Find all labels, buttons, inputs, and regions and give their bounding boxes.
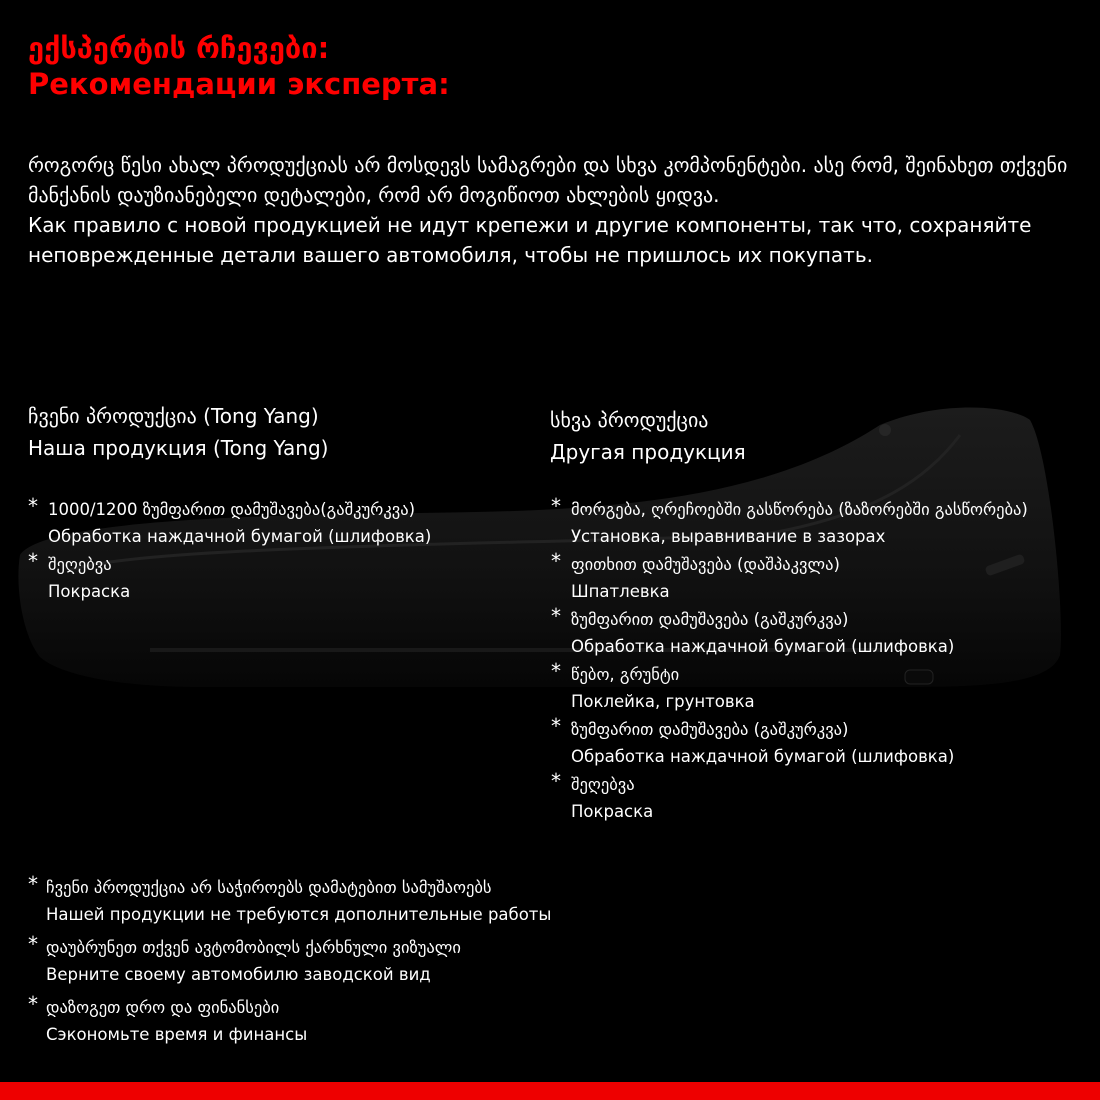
benefit-georgian: დაუბრუნეთ თქვენ ავტომობილს ქარხნული ვიზუალი bbox=[46, 938, 461, 957]
bullet-star: * bbox=[28, 992, 38, 1016]
bullet-star: * bbox=[28, 549, 38, 573]
bullet-star: * bbox=[551, 714, 561, 738]
list-item-georgian: ზუმფარით დამუშავება (გაშკურკვა) bbox=[571, 720, 849, 739]
our-product-heading-russian: Наша продукция (Tong Yang) bbox=[28, 436, 329, 460]
benefit-russian: Сэкономьте время и финансы bbox=[46, 1025, 308, 1044]
intro-georgian: როგორც წესი ახალ პროდუქციას არ მოსდევს სამაგრები და სხვა კომპონენტები. ასე რომ, შეინახეთ თქვენი მანქანის დაუზიანებელი დეტალები, რომ არ მოგიწიოთ ახლების ყიდვა. bbox=[28, 153, 1068, 207]
list-item-georgian: ფითხით დამუშავება (დაშპაკვლა) bbox=[571, 555, 840, 574]
list-item-russian: Покраска bbox=[571, 802, 654, 821]
list-item bbox=[28, 874, 551, 934]
list-item bbox=[28, 496, 431, 551]
bullet-star: * bbox=[551, 494, 561, 518]
list-item-russian: Установка, выравнивание в зазорах bbox=[571, 527, 886, 546]
list-item-georgian: ზუმფარით დამუშავება (გაშკურკვა) bbox=[571, 610, 849, 629]
list-item bbox=[551, 551, 1028, 606]
benefit-georgian: დაზოგეთ დრო და ფინანსები bbox=[46, 998, 280, 1017]
list-item-russian: Обработка наждачной бумагой (шлифовка) bbox=[571, 747, 955, 766]
list-item bbox=[551, 606, 1028, 661]
benefits-list bbox=[28, 874, 551, 1054]
list-item-georgian: მორგება, ღრეჩოებში გასწორება (ზაზორებში გასწორება) bbox=[571, 500, 1028, 519]
other-product-list bbox=[551, 496, 1028, 826]
bullet-star: * bbox=[551, 549, 561, 573]
bullet-star: * bbox=[551, 604, 561, 628]
bullet-star: * bbox=[28, 932, 38, 956]
list-item bbox=[551, 716, 1028, 771]
list-item bbox=[28, 551, 431, 606]
other-product-heading-russian: Другая продукция bbox=[550, 440, 746, 464]
bullet-star: * bbox=[551, 769, 561, 793]
title-russian: Рекомендации эксперта: bbox=[28, 67, 450, 101]
other-product-heading-georgian: სხვა პროდუქცია bbox=[550, 408, 709, 432]
intro-russian: Как правило с новой продукцией не идут крепежи и другие компоненты, так что, сохраняйте неповрежденные детали вашего автомобиля, чтобы не пришлось их покупать. bbox=[28, 213, 1032, 267]
list-item-georgian: შეღებვა bbox=[571, 775, 635, 794]
list-item bbox=[28, 934, 551, 994]
list-item-georgian: შეღებვა bbox=[48, 555, 112, 574]
list-item bbox=[551, 771, 1028, 826]
benefit-georgian: ჩვენი პროდუქცია არ საჭიროებს დამატებით სამუშაოებს bbox=[46, 878, 492, 897]
list-item-russian: Обработка наждачной бумагой (шлифовка) bbox=[571, 637, 955, 656]
list-item bbox=[551, 496, 1028, 551]
our-product-heading-georgian: ჩვენი პროდუქცია (Tong Yang) bbox=[28, 404, 319, 428]
other-product-heading bbox=[550, 404, 746, 468]
our-product-heading bbox=[28, 400, 328, 464]
title-georgian: ექსპერტის რჩევები: bbox=[28, 31, 330, 65]
list-item-georgian: წებო, გრუნტი bbox=[571, 665, 680, 684]
intro-text bbox=[28, 150, 1068, 270]
list-item-russian: Шпатлевка bbox=[571, 582, 670, 601]
benefit-russian: Верните своему автомобилю заводской вид bbox=[46, 965, 431, 984]
list-item-russian: Обработка наждачной бумагой (шлифовка) bbox=[48, 527, 432, 546]
list-item bbox=[551, 661, 1028, 716]
bullet-star: * bbox=[28, 494, 38, 518]
list-item-russian: Поклейка, грунтовка bbox=[571, 692, 755, 711]
bullet-star: * bbox=[551, 659, 561, 683]
list-item bbox=[28, 994, 551, 1054]
bottom-red-bar bbox=[0, 1082, 1100, 1100]
mount-hole bbox=[879, 424, 891, 436]
bullet-star: * bbox=[28, 872, 38, 896]
page-title bbox=[28, 30, 450, 102]
list-item-russian: Покраска bbox=[48, 582, 131, 601]
benefit-russian: Нашей продукции не требуются дополнительные работы bbox=[46, 905, 552, 924]
our-product-list bbox=[28, 496, 431, 606]
list-item-georgian: 1000/1200 ზუმფარით დამუშავება(გაშკურკვა) bbox=[48, 500, 416, 519]
